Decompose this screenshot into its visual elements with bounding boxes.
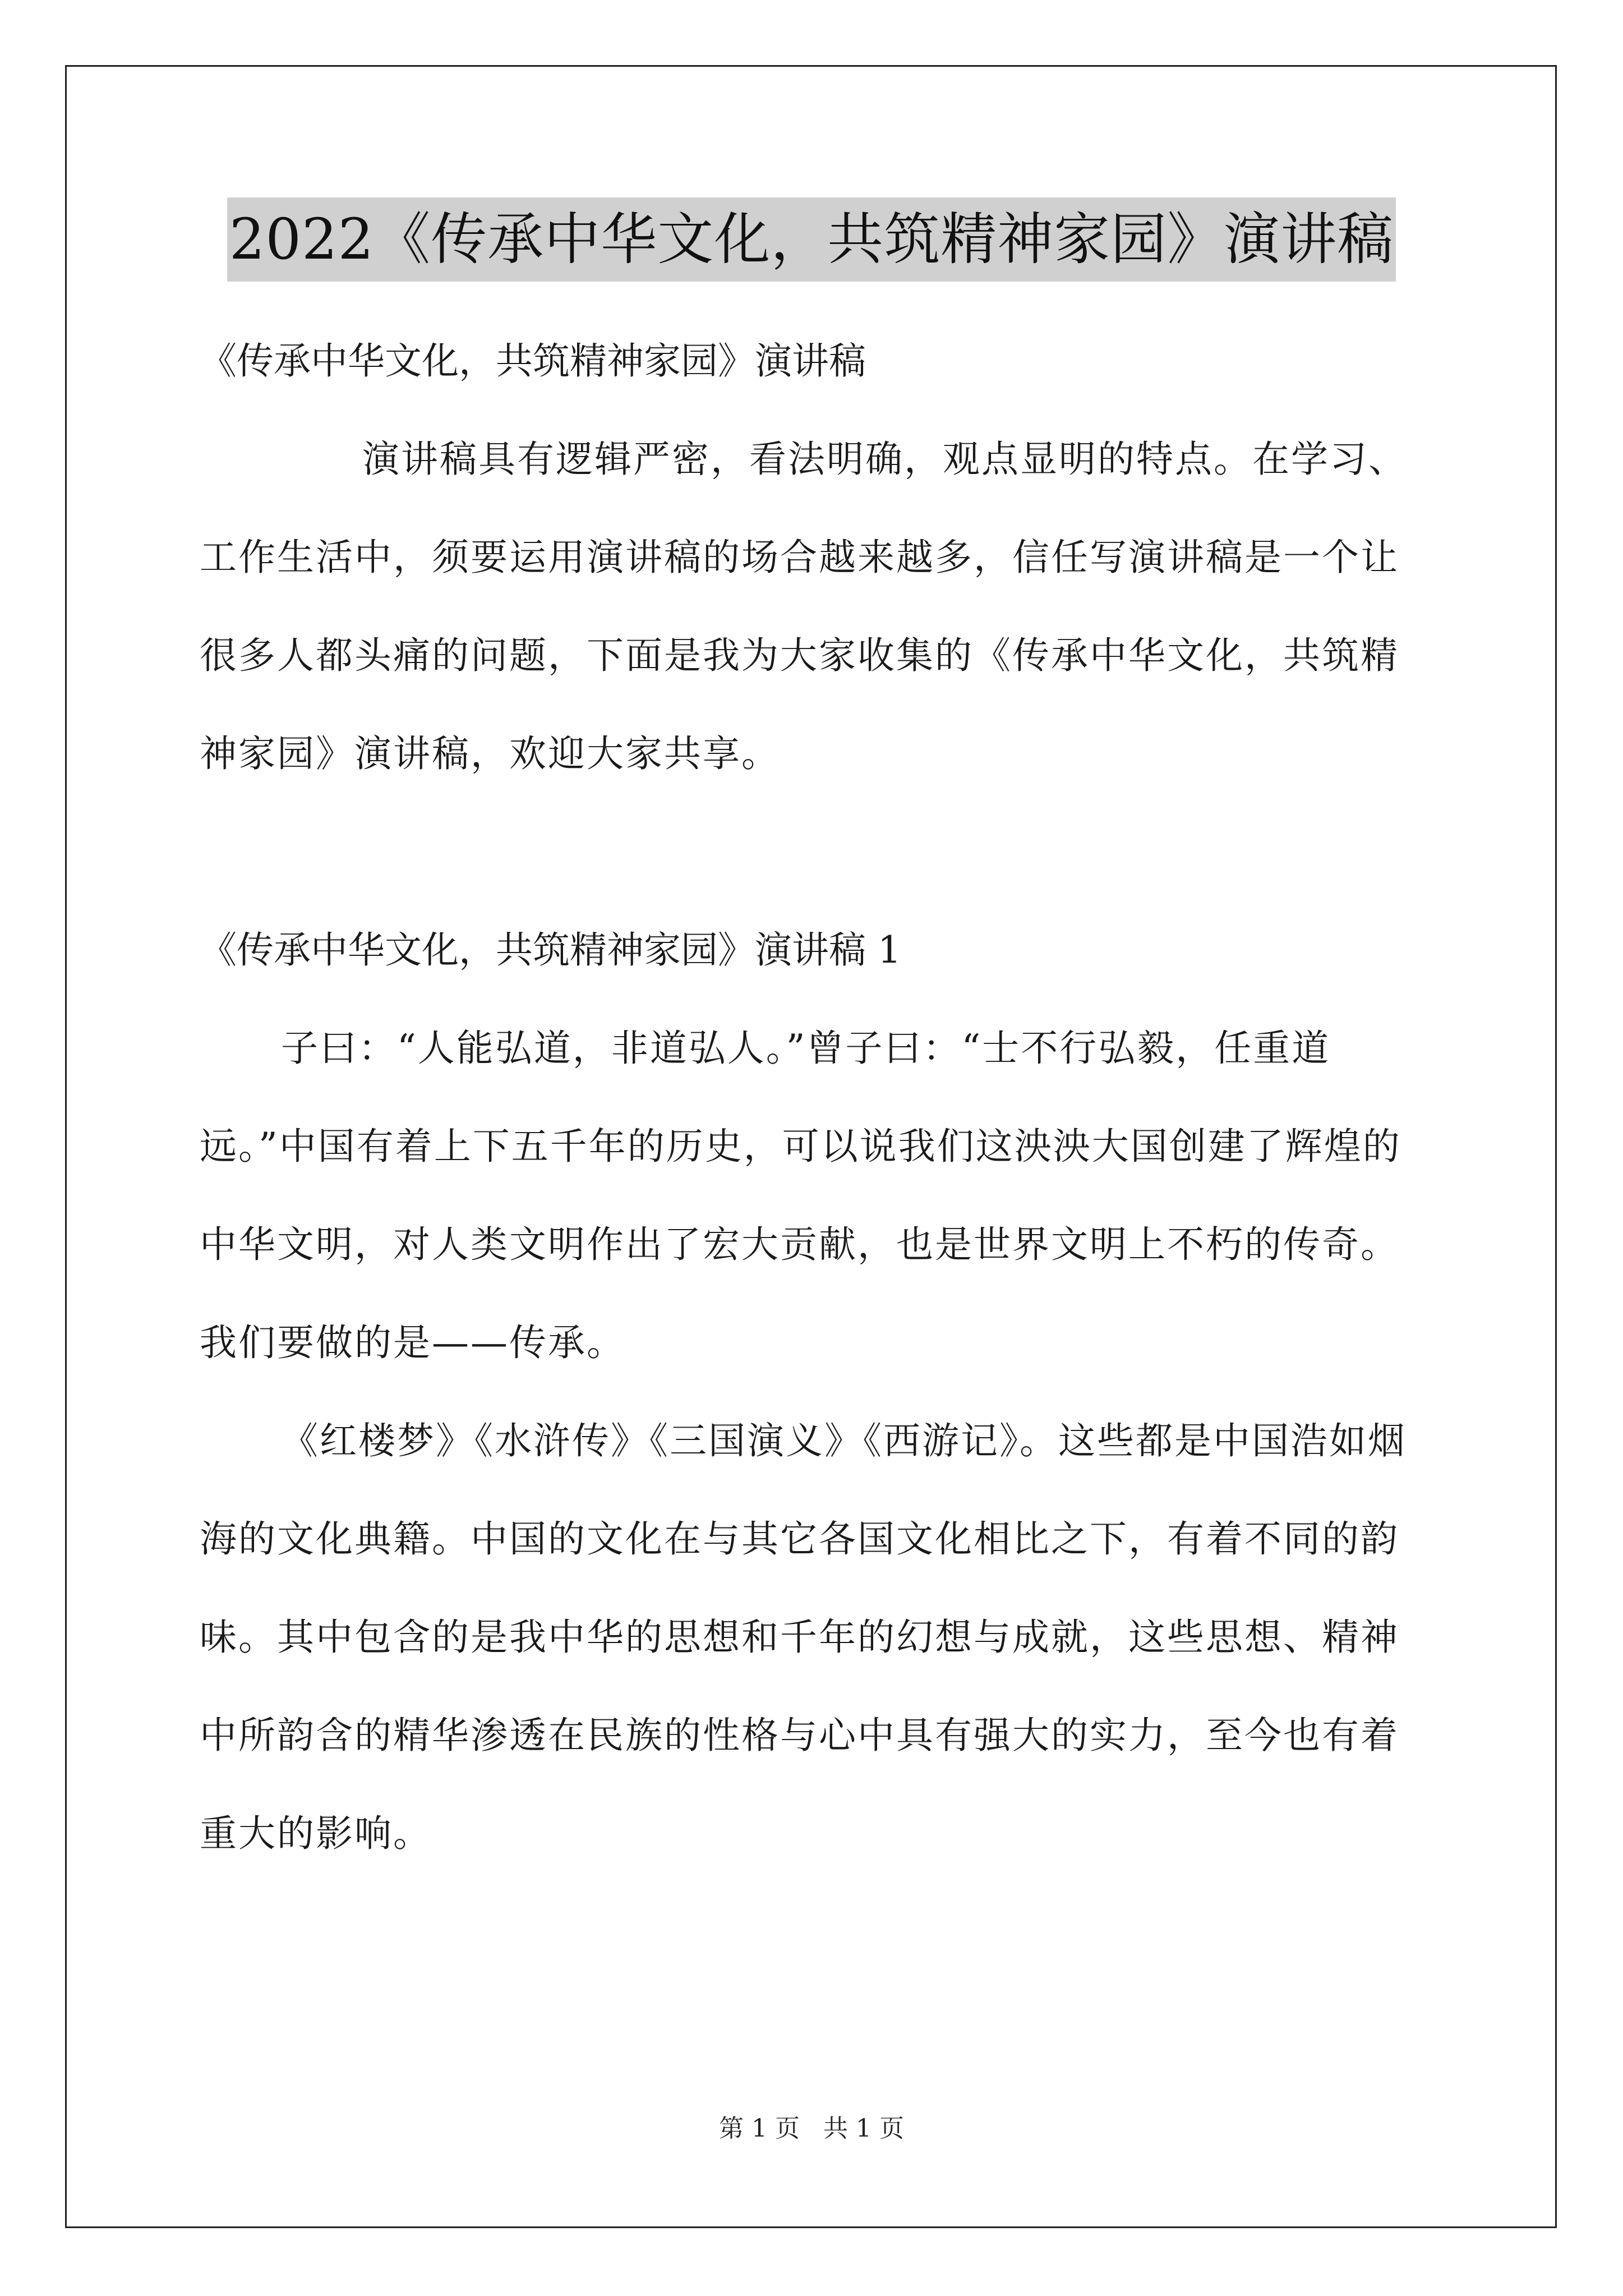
- intro-paragraph: 演讲稿具有逻辑严密，看法明确，观点显明的特点。在学习、工作生活中，须要运用演讲稿的场合越来越多，信任写演讲稿是一个让很多人都头痛的问题，下面是我为大家收集的《传承中华文化，共筑精神家园》演讲稿，欢迎大家共享。: [200, 438, 1407, 775]
- document-subtitle: 《传承中华文化，共筑精神家园》演讲稿: [200, 339, 866, 383]
- title-container: [0, 197, 1623, 282]
- page-footer: [0, 2112, 1623, 2146]
- body-paragraph: 《红楼梦》《水浒传》《三国演义》《西游记》。这些都是中国浩如烟海的文化典籍。中国的文化在与其它各国文化相比之下，有着不同的韵味。其中包含的是我中华的思想和千年的幻想与成就，这些思想、精神中所韵含的精华渗透在民族的性格与心中具有强大的实力，至今也有着重大的影响。: [200, 1419, 1407, 1855]
- section-heading: 《传承中华文化，共筑精神家园》演讲稿 1: [200, 928, 901, 972]
- body-paragraph: 子曰：“人能弘道，非道弘人。”曾子曰：“士不行弘毅，任重道远。”中国有着上下五千年的历史，可以说我们这泱泱大国创建了辉煌的中华文明，对人类文明作出了宏大贡献，也是世界文明上不朽的传奇。我们要做的是——传承。: [200, 1027, 1401, 1364]
- document-body: [200, 312, 1433, 1883]
- page-number: 第 1 页: [719, 2114, 800, 2143]
- page-total: 共 1 页: [823, 2114, 904, 2143]
- section-spacer: [200, 803, 1433, 901]
- document-title: 2022《传承中华文化，共筑精神家园》演讲稿: [227, 197, 1396, 282]
